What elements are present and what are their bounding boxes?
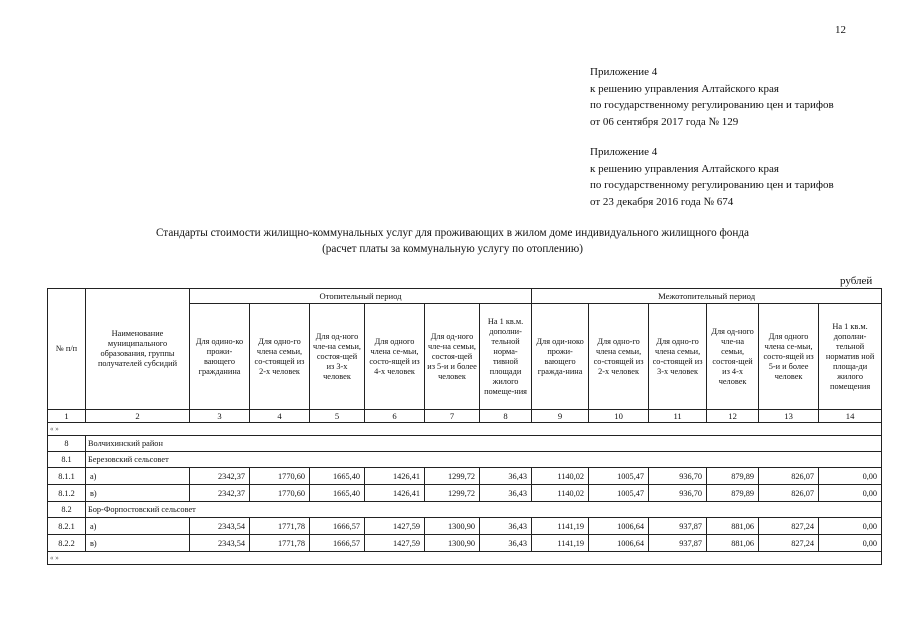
header-interheating-col: Для оди-ноко прожи-вающего гражда-нина [532, 304, 589, 410]
document-title [0, 225, 905, 257]
header-interheating-col: Для од-ного чле-на семьи, состоя-щей из 4-х человек [707, 304, 759, 410]
header-num: № п/п [48, 289, 86, 410]
subsection-name: Березовский сельсовет [86, 452, 882, 468]
value-cell: 1427,59 [365, 535, 425, 552]
ellipsis-mark: « » [48, 423, 882, 436]
ellipsis-mark: « » [48, 552, 882, 565]
value-cell: 0,00 [819, 485, 882, 502]
column-number: 7 [425, 410, 480, 423]
value-cell: 1300,90 [425, 518, 480, 535]
appendix-line: к решению управления Алтайского края [590, 162, 779, 175]
appendix-line: по государственному регулированию цен и тарифов [590, 179, 834, 191]
appendix-title: Приложение 4 [590, 66, 658, 78]
appendix-block-1 [590, 64, 834, 130]
value-cell: 36,43 [480, 518, 532, 535]
value-cell: 1666,57 [310, 535, 365, 552]
value-cell: 1141,19 [532, 518, 589, 535]
header-interheating-col: На 1 кв.м. дополни-тельной норматив ной площа-ди жилого помещения [819, 304, 882, 410]
appendix-line: к решению управления Алтайского края [590, 82, 779, 95]
value-cell: 1666,57 [310, 518, 365, 535]
page-number: 12 [835, 24, 846, 36]
tariff-table [47, 288, 882, 565]
value-cell: 827,24 [759, 535, 819, 552]
value-cell: 0,00 [819, 535, 882, 552]
value-cell: 2342,37 [190, 485, 250, 502]
value-cell: 1426,41 [365, 485, 425, 502]
value-cell: 1426,41 [365, 468, 425, 485]
appendix-date: от 23 декабря 2016 года № 674 [590, 195, 734, 208]
column-number: 11 [649, 410, 707, 423]
value-cell: 1770,60 [250, 468, 310, 485]
value-cell: 1005,47 [589, 485, 649, 502]
value-cell: 1665,40 [310, 468, 365, 485]
header-name: Наименование муниципального образования, группы получателей субсидий [86, 289, 190, 410]
column-number-row [48, 410, 882, 423]
subsection-row [48, 452, 882, 468]
value-cell: 1770,60 [250, 485, 310, 502]
value-cell: 1771,78 [250, 535, 310, 552]
column-number: 10 [589, 410, 649, 423]
document-title-line: Стандарты стоимости жилищно-коммунальных услуг для проживающих в жилом доме индивидуального жилищного фонда [155, 227, 750, 239]
value-cell: 1299,72 [425, 485, 480, 502]
row-number: 8.1.2 [48, 485, 86, 502]
value-cell: 936,70 [649, 485, 707, 502]
value-cell: 881,06 [707, 518, 759, 535]
value-cell: 1006,64 [589, 535, 649, 552]
district-row [48, 436, 882, 452]
header-heating-col: Для одно-го члена семьи, со-стоящей из 2-х человек [250, 304, 310, 410]
value-cell: 1141,19 [532, 535, 589, 552]
district-name: Волчихинский район [86, 436, 882, 452]
table-row [48, 468, 882, 485]
column-number: 14 [819, 410, 882, 423]
header-heating-col: Для одино-ко прожи-вающего гражданина [190, 304, 250, 410]
value-cell: 2343,54 [190, 535, 250, 552]
header-interheating-col: Для одного члена се-мьи, состо-ящей из 5-и и более человек [759, 304, 819, 410]
subsection-row [48, 502, 882, 518]
row-number: 8.1 [48, 452, 86, 468]
column-number: 1 [48, 410, 86, 423]
value-cell: 826,07 [759, 468, 819, 485]
row-number: 8 [48, 436, 86, 452]
value-cell: 1006,64 [589, 518, 649, 535]
value-cell: 0,00 [819, 518, 882, 535]
column-number: 13 [759, 410, 819, 423]
ellipsis-row [48, 423, 882, 436]
column-number: 4 [250, 410, 310, 423]
column-number: 2 [86, 410, 190, 423]
value-cell: 827,24 [759, 518, 819, 535]
appendix-line: по государственному регулированию цен и тарифов [590, 99, 834, 111]
value-cell: 1427,59 [365, 518, 425, 535]
value-cell: 0,00 [819, 468, 882, 485]
appendix-block-2 [590, 144, 834, 210]
header-interheating-col: Для одно-го члена семьи, со-стоящей из 2-х человек [589, 304, 649, 410]
column-number: 5 [310, 410, 365, 423]
units-label: рублей [840, 275, 873, 287]
table-row [48, 518, 882, 535]
ellipsis-row [48, 552, 882, 565]
recipient-group: в) [86, 485, 190, 502]
data-rows [48, 452, 882, 552]
value-cell: 2343,54 [190, 518, 250, 535]
appendix-date: от 06 сентября 2017 года № 129 [590, 115, 739, 128]
header-heating-col: Для од-ного чле-на семьи, состоя-щей из 5-и и более человек [425, 304, 480, 410]
value-cell: 36,43 [480, 485, 532, 502]
value-cell: 1140,02 [532, 468, 589, 485]
value-cell: 936,70 [649, 468, 707, 485]
value-cell: 2342,37 [190, 468, 250, 485]
value-cell: 879,89 [707, 468, 759, 485]
header-heating-col: Для од-ного чле-на семьи, состоя-щей из 3-х человек [310, 304, 365, 410]
value-cell: 1299,72 [425, 468, 480, 485]
header-interheating-col: Для одно-го члена семьи, со-стоящей из 3-х человек [649, 304, 707, 410]
column-number: 8 [480, 410, 532, 423]
value-cell: 36,43 [480, 468, 532, 485]
document-subtitle: (расчет платы за коммунальную услугу по отоплению) [322, 243, 583, 255]
header-heating-col: На 1 кв.м. дополни-тельной норма-тивной площади жилого помеще-ния [480, 304, 532, 410]
row-number: 8.1.1 [48, 468, 86, 485]
table-row [48, 535, 882, 552]
value-cell: 879,89 [707, 485, 759, 502]
value-cell: 1771,78 [250, 518, 310, 535]
row-number: 8.2.1 [48, 518, 86, 535]
column-number: 9 [532, 410, 589, 423]
value-cell: 1300,90 [425, 535, 480, 552]
column-number: 6 [365, 410, 425, 423]
header-heating-period: Отопительный период [190, 289, 532, 304]
column-number: 12 [707, 410, 759, 423]
appendix-title: Приложение 4 [590, 146, 658, 158]
value-cell: 881,06 [707, 535, 759, 552]
subsection-name: Бор-Форпостовский сельсовет [86, 502, 882, 518]
value-cell: 1140,02 [532, 485, 589, 502]
value-cell: 937,87 [649, 535, 707, 552]
value-cell: 1665,40 [310, 485, 365, 502]
value-cell: 826,07 [759, 485, 819, 502]
table-row [48, 485, 882, 502]
column-number: 3 [190, 410, 250, 423]
recipient-group: в) [86, 535, 190, 552]
value-cell: 36,43 [480, 535, 532, 552]
value-cell: 937,87 [649, 518, 707, 535]
row-number: 8.2.2 [48, 535, 86, 552]
row-number: 8.2 [48, 502, 86, 518]
header-heating-col: Для одного члена се-мьи, состо-ящей из 4-х человек [365, 304, 425, 410]
recipient-group: а) [86, 518, 190, 535]
value-cell: 1005,47 [589, 468, 649, 485]
header-interheating-period: Межотопительный период [532, 289, 882, 304]
recipient-group: а) [86, 468, 190, 485]
